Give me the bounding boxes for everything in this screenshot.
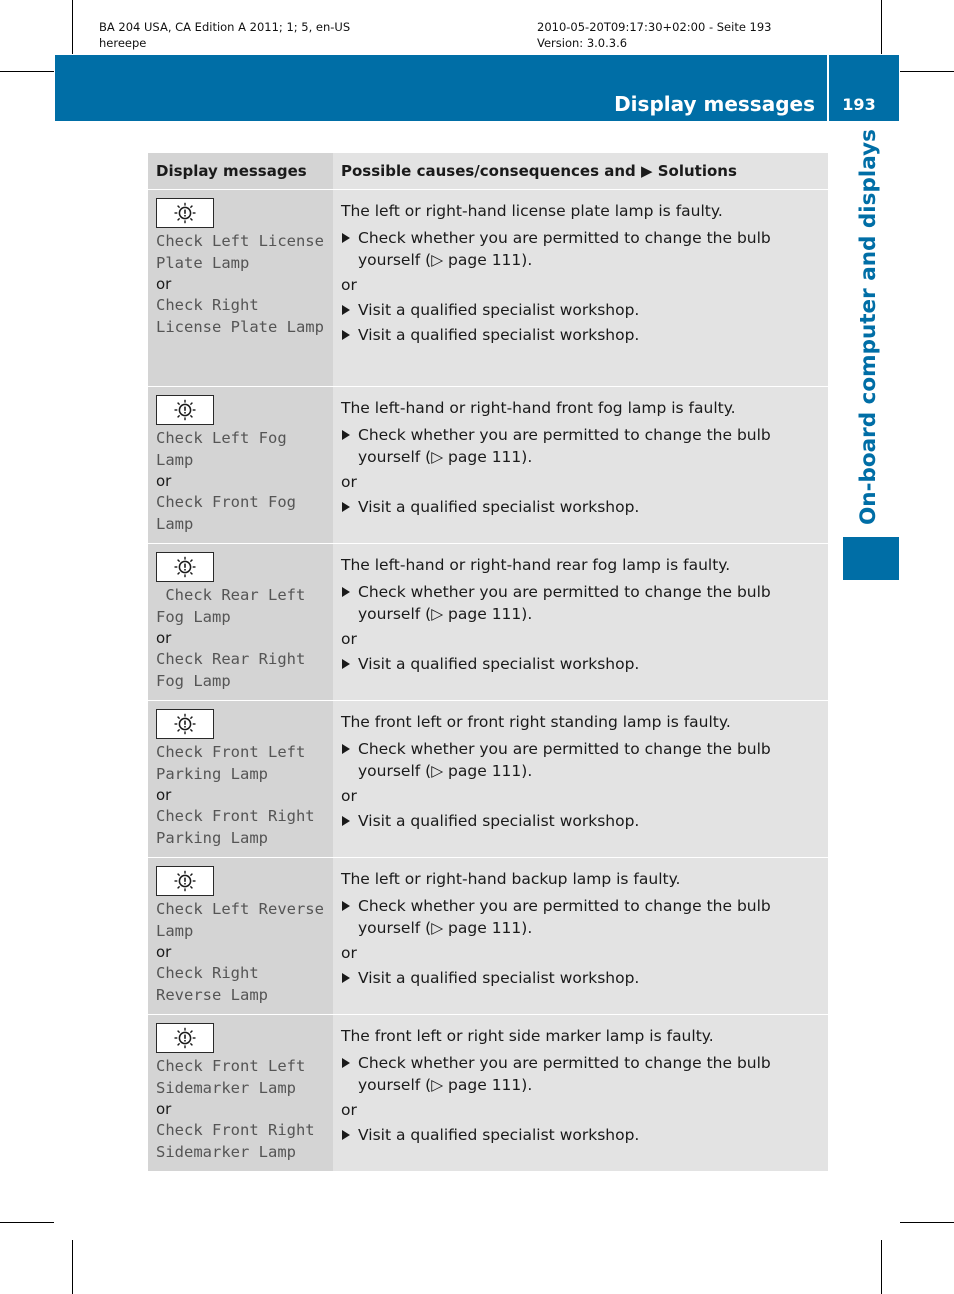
step-arrow-icon <box>342 233 350 243</box>
solution-step-text: Visit a qualified specialist workshop. <box>358 301 640 319</box>
crop-mark <box>881 1240 882 1294</box>
step-arrow-icon <box>342 502 350 512</box>
display-message-text: Check Left Reverse Lamp <box>156 900 324 940</box>
solution-step <box>341 299 820 321</box>
step-arrow-icon <box>342 1130 350 1140</box>
solution-cell <box>333 858 828 1015</box>
display-message-text: Check Right Reverse Lamp <box>156 964 268 1004</box>
solution-step <box>341 227 820 271</box>
or-separator: or <box>156 629 172 647</box>
or-separator: or <box>341 944 357 962</box>
print-meta-line: Version: 3.0.3.6 <box>537 36 628 50</box>
table-row <box>148 858 828 1015</box>
display-message-text: Check Left Fog Lamp <box>156 429 296 469</box>
solution-step-text: Visit a qualified specialist workshop. <box>358 812 640 830</box>
step-arrow-icon <box>342 1058 350 1068</box>
or-separator: or <box>341 787 357 805</box>
step-arrow-icon <box>342 744 350 754</box>
solution-step <box>341 653 820 675</box>
or-separator: or <box>341 473 357 491</box>
solution-step <box>341 324 820 346</box>
solution-step-text: Visit a qualified specialist workshop. <box>358 969 640 987</box>
crop-mark <box>900 71 954 72</box>
table-row <box>148 387 828 544</box>
print-meta-left <box>99 19 350 51</box>
cause-text: The front left or front right standing lamp is faulty. <box>341 713 731 731</box>
chapter-tab-marker <box>843 537 899 580</box>
or-separator: or <box>341 1101 357 1119</box>
crop-mark <box>72 0 73 54</box>
display-message-text: Check Front Right Parking Lamp <box>156 807 315 847</box>
display-message-text: Check Front Left Sidemarker Lamp <box>156 1057 306 1097</box>
crop-mark <box>0 1222 54 1223</box>
bulb-warning-icon <box>156 1023 214 1053</box>
step-arrow-icon <box>342 330 350 340</box>
display-message-text: Check Left License Plate Lamp <box>156 232 324 272</box>
step-arrow-icon <box>342 901 350 911</box>
step-arrow-icon <box>342 305 350 315</box>
display-message-text: Check Front Right Sidemarker Lamp <box>156 1121 315 1161</box>
solution-step-text: Visit a qualified specialist workshop. <box>358 326 640 344</box>
solution-cell <box>333 387 828 544</box>
display-message-text: Check Front Left Parking Lamp <box>156 743 306 783</box>
solution-step-text: Visit a qualified specialist workshop. <box>358 498 640 516</box>
crop-mark <box>900 1222 954 1223</box>
solution-cell <box>333 701 828 858</box>
solution-cell <box>333 190 828 387</box>
column-header-messages: Display messages <box>148 153 333 190</box>
table-header-row <box>148 153 828 190</box>
or-separator: or <box>156 1100 172 1118</box>
table-row <box>148 544 828 701</box>
solution-step-text: Check whether you are permitted to change the bulb yourself (▷ page 111). <box>358 740 771 780</box>
solution-step <box>341 895 820 939</box>
print-meta-line: 2010-05-20T09:17:30+02:00 - Seite 193 <box>537 20 772 34</box>
solution-step-text: Check whether you are permitted to change the bulb yourself (▷ page 111). <box>358 229 771 269</box>
solution-step <box>341 738 820 782</box>
cause-text: The front left or right side marker lamp is faulty. <box>341 1027 714 1045</box>
step-arrow-icon <box>342 659 350 669</box>
message-cell <box>148 544 333 701</box>
cause-text: The left-hand or right-hand rear fog lamp is faulty. <box>341 556 731 574</box>
solution-step <box>341 810 820 832</box>
display-message-text: Check Right License Plate Lamp <box>156 296 324 336</box>
solution-step <box>341 581 820 625</box>
solution-step <box>341 967 820 989</box>
display-message-text: Check Rear Right Fog Lamp <box>156 650 306 690</box>
message-cell <box>148 190 333 387</box>
or-separator: or <box>156 786 172 804</box>
table-row <box>148 701 828 858</box>
display-message-text: Check Front Fog Lamp <box>156 493 296 533</box>
message-cell <box>148 1015 333 1172</box>
table-row <box>148 190 828 387</box>
solution-cell <box>333 544 828 701</box>
solution-step <box>341 1124 820 1146</box>
chapter-tab-label: On-board computer and displays <box>856 129 881 525</box>
bulb-warning-icon <box>156 198 214 228</box>
column-header-solutions: Possible causes/consequences and ▶ Solutions <box>333 153 828 190</box>
solution-step <box>341 496 820 518</box>
solution-step-text: Check whether you are permitted to change the bulb yourself (▷ page 111). <box>358 897 771 937</box>
step-arrow-icon <box>342 430 350 440</box>
band-divider <box>827 55 829 121</box>
solution-cell <box>333 1015 828 1172</box>
bulb-warning-icon <box>156 552 214 582</box>
bulb-warning-icon <box>156 395 214 425</box>
display-messages-table <box>148 153 828 1171</box>
display-message-text: Check Rear Left Fog Lamp <box>156 586 306 626</box>
print-meta-line: hereepe <box>99 36 147 50</box>
or-separator: or <box>156 472 172 490</box>
bulb-warning-icon <box>156 709 214 739</box>
print-meta-right <box>537 19 772 51</box>
message-cell <box>148 701 333 858</box>
table-row <box>148 1015 828 1172</box>
bulb-warning-icon <box>156 866 214 896</box>
or-separator: or <box>341 276 357 294</box>
message-cell <box>148 858 333 1015</box>
solution-step-text: Visit a qualified specialist workshop. <box>358 1126 640 1144</box>
solution-step-text: Check whether you are permitted to change the bulb yourself (▷ page 111). <box>358 426 771 466</box>
solution-step-text: Visit a qualified specialist workshop. <box>358 655 640 673</box>
solution-step-text: Check whether you are permitted to change the bulb yourself (▷ page 111). <box>358 583 771 623</box>
solution-step <box>341 1052 820 1096</box>
section-title: Display messages <box>614 92 815 116</box>
print-meta-line: BA 204 USA, CA Edition A 2011; 1; 5, en-US <box>99 20 351 34</box>
crop-mark <box>881 0 882 54</box>
crop-mark <box>72 1240 73 1294</box>
solution-step-text: Check whether you are permitted to change the bulb yourself (▷ page 111). <box>358 1054 771 1094</box>
cause-text: The left-hand or right-hand front fog lamp is faulty. <box>341 399 736 417</box>
crop-mark <box>0 71 54 72</box>
or-separator: or <box>156 275 172 293</box>
or-separator: or <box>156 943 172 961</box>
or-separator: or <box>341 630 357 648</box>
step-arrow-icon <box>342 816 350 826</box>
step-arrow-icon <box>342 973 350 983</box>
solution-step <box>341 424 820 468</box>
page-number: 193 <box>842 95 876 114</box>
message-cell <box>148 387 333 544</box>
step-arrow-icon <box>342 587 350 597</box>
cause-text: The left or right-hand backup lamp is faulty. <box>341 870 681 888</box>
cause-text: The left or right-hand license plate lamp is faulty. <box>341 202 723 220</box>
